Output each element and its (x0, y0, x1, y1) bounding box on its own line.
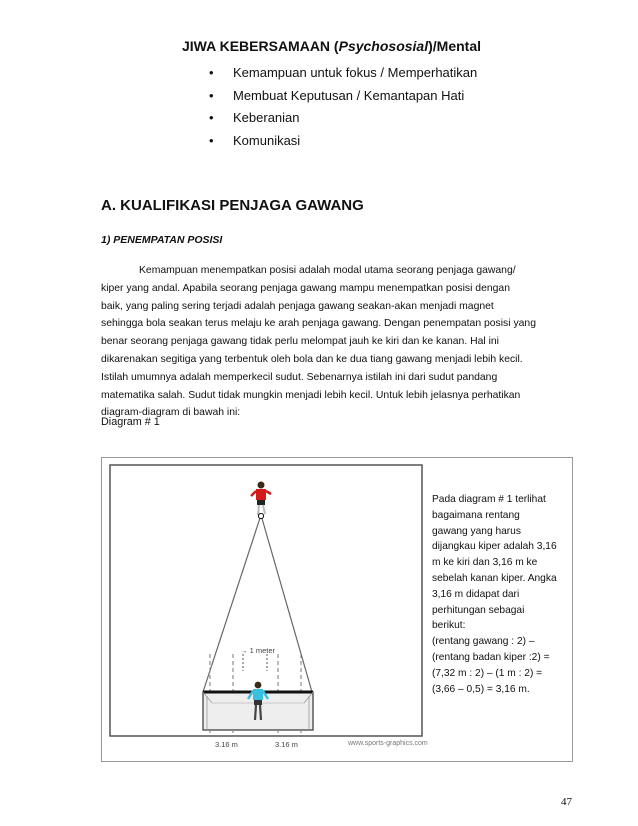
watermark: www.sports-graphics.com (348, 740, 428, 747)
caption-line: berikut: (432, 620, 466, 632)
caption-line: bagaimana rentang (432, 509, 520, 521)
caption-line: (3,66 – 0,5) = 3,16 m. (432, 683, 530, 695)
paragraph-line: dikarenakan segitiga yang terbentuk oleh bola dan ke dua tiang gawang menjadi lebih kecil. (101, 353, 523, 365)
bullet-item: • Membuat Keputusan / Kemantapan Hati (209, 85, 477, 108)
subsection-title: 1) PENEMPATAN POSISI (101, 234, 223, 246)
paragraph-line: diagram-diagram di bawah ini: (101, 407, 241, 419)
distance-right-label: 3.16 m (275, 740, 298, 749)
caption-line: (rentang gawang : 2) – (432, 636, 535, 648)
caption-line: sebelah kanan kiper. Angka (432, 572, 557, 584)
header-bullet-list (209, 62, 477, 152)
paragraph-line: baik, yang paling sering terjadi adalah penjaga gawang seakan-akan menjadi magnet (101, 300, 494, 312)
angle-line-right (261, 515, 312, 692)
caption-line: (7,32 m : 2) – (1 m : 2) = (432, 667, 543, 679)
paragraph-line: matematika salah. Sudut tidak mungkin menjadi lebih kecil. Untuk lebih jelasnya perhatikan (101, 389, 521, 401)
bullet-item: • Komunikasi (209, 130, 477, 153)
bullet-item: • Keberanian (209, 107, 477, 130)
caption-line: perhitungan sebagai (432, 604, 525, 616)
angle-line-left (203, 515, 261, 692)
body-paragraph (101, 262, 571, 422)
caption-line: (rentang badan kiper :2) = (432, 651, 550, 663)
caption-line: Pada diagram # 1 terlihat (432, 494, 546, 505)
paragraph-line: Istilah umumnya adalah memperkecil sudut. Sebenarnya istilah ini dari sudut pandang (101, 371, 498, 383)
page-number: 47 (561, 796, 572, 808)
paragraph-line: Kemampuan menempatkan posisi adalah modal utama seorang penjaga gawang/ (139, 265, 516, 276)
section-title: A. KUALIFIKASI PENJAGA GAWANG (101, 197, 364, 214)
meter-label: → 1 meter (240, 646, 276, 655)
diagram-caption (432, 492, 572, 697)
striker-figure (251, 482, 271, 519)
paragraph-line: kiper yang andal. Apabila seorang penjaga gawang mampu menempatkan posisi dengan (101, 282, 510, 294)
diagram-label: Diagram # 1 (101, 416, 160, 428)
caption-line: dijangkau kiper adalah 3,16 (432, 541, 557, 553)
paragraph-line: benar seorang penjaga gawang tidak perlu melompat jauh ke kiri dan ke kanan. Hal ini (101, 336, 499, 348)
diagram-box (101, 457, 573, 762)
distance-left-label: 3.16 m (215, 740, 238, 749)
caption-line: m ke kiri dan 3,16 m ke (432, 557, 538, 569)
header-title: JIWA KEBERSAMAAN (Psychososial)/Mental (182, 38, 481, 54)
caption-line: 3,16 m didapat dari (432, 588, 520, 600)
caption-line: gawang yang harus (432, 525, 521, 537)
bullet-item: • Kemampuan untuk fokus / Memperhatikan (209, 62, 477, 85)
paragraph-line: sehingga bola seakan terus melaju ke arah penjaga gawang. Dengan penempatan posisi yang (101, 318, 536, 330)
